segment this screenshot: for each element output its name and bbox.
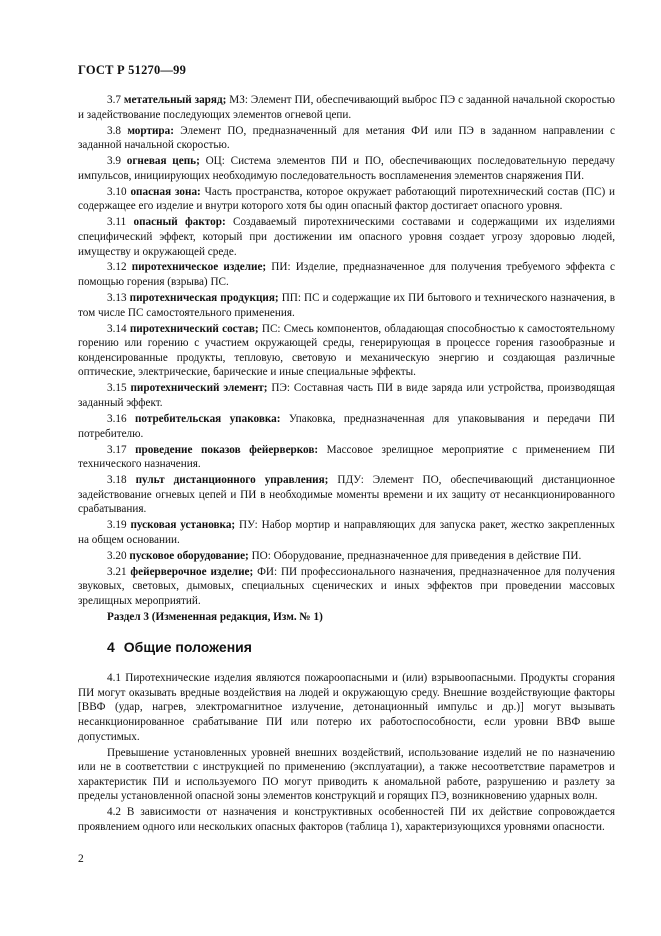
definition-abbreviation: ПЭ: xyxy=(271,382,290,395)
definition-term: пусковое оборудование; xyxy=(129,549,249,562)
definition-item xyxy=(78,215,615,259)
definition-term: мортира: xyxy=(127,124,174,137)
definition-text: Упаковка, предназначенная для упаковывания и передачи ПИ потребителю. xyxy=(78,412,615,440)
definition-abbreviation: ФИ: xyxy=(257,565,278,578)
paragraph: 4.2 В зависимости от назначения и конструктивных особенностей ПИ их действие сопровождается проявлением одного или нескольких опасных факторов (таблица 1), характеризующихся уровнями опасности. xyxy=(78,806,615,833)
definition-number: 3.13 xyxy=(107,292,127,305)
definitions-list xyxy=(78,93,615,609)
definition-number: 3.8 xyxy=(107,124,121,137)
definition-term: пусковая установка; xyxy=(130,519,236,532)
definition-item xyxy=(78,322,615,380)
definition-item xyxy=(78,412,615,441)
definition-text: Изделие, предназначенное для получения требуемого эффекта с помощью горения (взрыва) ПС. xyxy=(78,261,616,289)
definition-text: Набор мортир и направляющих для запуска ракет, жестко закрепленных на общем основании. xyxy=(78,519,616,546)
definition-item xyxy=(78,93,615,122)
section-title: Общие положения xyxy=(123,638,252,655)
definition-number: 3.9 xyxy=(107,155,121,168)
definition-item xyxy=(78,518,615,547)
definition-item xyxy=(78,260,615,289)
definition-term: пульт дистанционного управления; xyxy=(135,474,329,487)
definition-abbreviation: МЗ: xyxy=(229,94,248,106)
definition-item xyxy=(78,565,615,609)
section-heading xyxy=(78,640,615,655)
definition-number: 3.14 xyxy=(107,322,127,335)
amendment-note: Раздел 3 (Измененная редакция, Изм. № 1) xyxy=(107,611,323,624)
definition-term: пиротехнический элемент; xyxy=(130,382,268,395)
definition-item xyxy=(78,154,615,183)
definition-text: Элемент ПО, обеспечивающий дистанционное задействование огневых цепей и ПИ в необходимые моменты времени и их защиту от несанкционированного срабатывания. xyxy=(78,474,615,516)
definition-item xyxy=(78,473,615,517)
definition-number: 3.18 xyxy=(107,474,127,487)
definition-number: 3.11 xyxy=(107,216,127,229)
definition-number: 3.15 xyxy=(107,382,127,395)
definition-term: пиротехническое изделие; xyxy=(131,261,267,274)
definition-item xyxy=(78,443,615,472)
definition-text: ПИ профессионального назначения, предназначенное для получения звуковых, световых, дымовых, специальных сценических и иных эффектов при проведении массовых зрелищных мероприятий. xyxy=(78,565,616,608)
definition-item xyxy=(78,291,615,320)
definition-number: 3.7 xyxy=(107,94,121,106)
definition-abbreviation: ПДУ: xyxy=(337,474,364,487)
definition-term: проведение показов фейерверков: xyxy=(135,443,319,456)
definition-term: пиротехнический состав; xyxy=(129,322,259,335)
definition-number: 3.19 xyxy=(107,519,127,532)
section-number: 4 xyxy=(107,638,115,655)
definition-text: Массовое зрелищное мероприятие с применением ПИ технического назначения. xyxy=(78,443,615,471)
definition-number: 3.16 xyxy=(107,412,127,425)
page-number: 2 xyxy=(78,853,84,865)
definition-abbreviation: ПО: xyxy=(251,549,271,562)
definition-text: Система элементов ПИ и ПО, обеспечивающих последовательную передачу импульсов, инициирующих необходимую последовательность воспламенения элементов снаряжения ПИ. xyxy=(78,155,615,182)
definition-text: Смесь компонентов, обладающая способностью к самостоятельному горению или горению с участием окружающей среды, генерирующая в процессе горения газообразные и конденсированные продукты, тепловую, световую и механическую энергию и создающая различные оптические, электрические, барические и иные специальные эффекты. xyxy=(78,322,616,379)
definition-abbreviation: ПП: xyxy=(281,292,301,305)
definition-text: Составная часть ПИ в виде заряда или устройства, производящая заданный эффект. xyxy=(78,382,616,409)
definition-term: метательный заряд; xyxy=(123,94,227,106)
definition-abbreviation: ПУ: xyxy=(239,519,258,532)
definition-item xyxy=(78,185,615,214)
definition-number: 3.21 xyxy=(107,565,127,578)
paragraph: Превышение установленных уровней внешних воздействий, использование изделий не по назначению или не в соответствии с инструкцией по применению (эксплуатации), а также несоответствие параметров и характеристик ПИ и используемого ПО могут приводить к аномальной работе, разрушению и разлету за пределы установленной опасной зоны элементов конструкций и горящих ПЭ, возникновению ударных волн. xyxy=(78,746,615,803)
definition-text: Оборудование, предназначенное для приведения в действие ПИ. xyxy=(270,549,582,562)
definition-term: опасный фактор: xyxy=(133,216,226,229)
definition-number: 3.20 xyxy=(107,549,127,562)
definition-text: Часть пространства, которое окружает работающий пиротехнический состав (ПС) и содержащее его изделие и внутри которого хотя бы один опасный фактор достигает опасного уровня. xyxy=(78,185,616,213)
definition-term: потребительская упаковка: xyxy=(134,412,281,425)
definition-number: 3.12 xyxy=(107,261,127,274)
definition-text: Элемент ПИ, обеспечивающий выброс ПЭ с заданной начальной скоростью и задействование последующих элементов огневой цепи. xyxy=(78,94,616,121)
definition-abbreviation: ПИ: xyxy=(271,261,291,274)
definition-text: Создаваемый пиротехническими составами и содержащими их изделиями специфический эффект, который при достижении им опасного уровня создает угрозу здоровью людей, имуществу и окружающей среде. xyxy=(78,216,615,258)
definition-item xyxy=(78,124,615,153)
document-header: ГОСТ Р 51270—99 xyxy=(78,63,187,77)
definition-item xyxy=(78,381,615,410)
paragraph: 4.1 Пиротехнические изделия являются пожароопасными и (или) взрывоопасными. Продукты сгорания ПИ могут оказывать вредные воздействия на людей и окружающую среду. Внешние воздействующие факторы [ВВФ (удар, нагрев, электромагнитное излучение, детонационный импульс и др.)] могут вызывать несанкционированное срабатывание ПИ или потерю их работоспособности, если уровни ВВФ выше допустимых. xyxy=(78,672,615,743)
definition-term: опасная зона: xyxy=(130,185,201,198)
definition-text: ПС и содержащие их ПИ бытового и технического назначения, в том числе ПС самостоятельного применения. xyxy=(78,292,616,319)
definition-term: фейерверочное изделие; xyxy=(130,565,254,578)
definition-number: 3.17 xyxy=(107,443,127,456)
definition-term: огневая цепь; xyxy=(126,155,200,168)
definition-abbreviation: ПС: xyxy=(261,322,281,335)
definition-term: пиротехническая продукция; xyxy=(129,292,279,305)
definition-item xyxy=(78,549,615,564)
definition-text: Элемент ПО, предназначенный для метания ФИ или ПЭ в заданном направлении с заданной начальной скоростью. xyxy=(78,124,615,152)
document-body xyxy=(78,93,615,836)
definition-number: 3.10 xyxy=(107,185,127,198)
definition-abbreviation: ОЦ: xyxy=(205,155,225,168)
